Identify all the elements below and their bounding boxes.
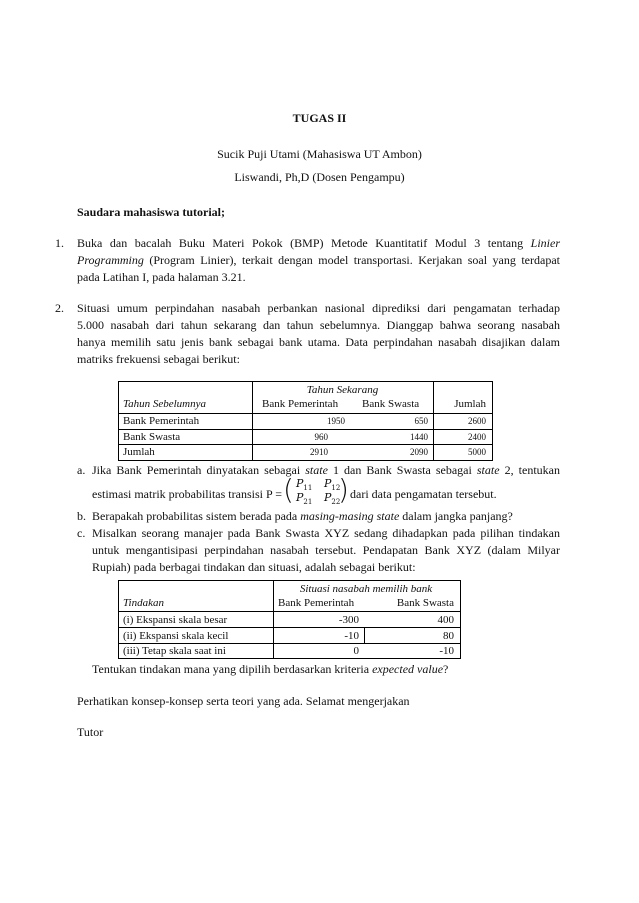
qc-text: ? — [443, 662, 449, 676]
table-cell: -10 — [344, 630, 359, 642]
q1-text: Buka dan bacalah Buku Materi Pokok (BMP) Metode Kuantitatif Modul 3 tentang — [77, 236, 531, 250]
table2-divider — [118, 643, 460, 644]
table1-divider — [118, 413, 492, 414]
matrix-right-paren: ) — [338, 473, 349, 506]
table-cell: 650 — [414, 416, 428, 426]
matrix-entry-p11 — [296, 477, 312, 492]
table2-divider — [118, 611, 460, 612]
q1-term: Linier — [530, 236, 560, 250]
question-1-line-1 — [77, 236, 560, 250]
table2-col-header: Bank Pemerintah — [278, 597, 355, 609]
table-cell: 400 — [437, 614, 454, 626]
question-2-number: 2. — [55, 301, 64, 315]
table2-col-header: Tindakan — [123, 597, 164, 609]
table-row-label: (ii) Ekspansi skala kecil — [123, 630, 229, 642]
qb-text: dalam jangka panjang? — [399, 509, 513, 523]
table-row-label: Bank Pemerintah — [123, 415, 200, 427]
question-1-line-3: pada Latihan I, pada halaman 3.21. — [77, 270, 246, 284]
table-row-label: (i) Ekspansi skala besar — [123, 614, 228, 626]
table-row-label: (iii) Tetap skala saat ini — [123, 645, 226, 657]
matrix-subscript: 11 — [303, 484, 313, 493]
subquestion-a-line-2a: estimasi matrik probabilitas transisi P = — [92, 487, 282, 501]
table1-col-header: Bank Swasta — [362, 398, 420, 410]
q1-term-2: Programming — [77, 253, 144, 267]
matrix-subscript: 12 — [331, 484, 341, 493]
signature: Tutor — [77, 725, 104, 739]
table-cell: 960 — [314, 432, 328, 442]
matrix-symbol: P — [324, 477, 332, 490]
greeting: Saudara mahasiswa tutorial; — [77, 205, 226, 219]
table-cell: 2600 — [468, 416, 486, 426]
qc-term: expected value — [372, 662, 444, 676]
subquestion-a-line-1 — [92, 463, 560, 477]
question-2-line-1: Situasi umum perpindahan nasabah perbankan nasional diprediksi dari pengamatan terhadap — [77, 301, 560, 315]
table-row-label: Jumlah — [123, 446, 155, 458]
qb-term: masing-masing state — [300, 509, 400, 523]
subquestion-b-label: b. — [77, 509, 86, 523]
qc-text: Tentukan tindakan mana yang dipilih berdasarkan kriteria — [92, 662, 373, 676]
table2-divider — [118, 627, 460, 628]
table-cell: -10 — [439, 645, 454, 657]
table-cell: 2400 — [468, 432, 486, 442]
qa-text: 2, tentukan — [499, 463, 560, 477]
author-line-1: Sucik Puji Utami (Mahasiswa UT Ambon) — [217, 147, 422, 161]
question-1-line-2 — [77, 253, 560, 267]
subquestion-c-line-3: Rupiah) pada berbagai tindakan dan situasi, adalah sebagai berikut: — [92, 560, 416, 574]
subquestion-b-text — [92, 509, 513, 523]
question-1-number: 1. — [55, 236, 64, 250]
table-cell: 2090 — [410, 447, 428, 457]
author-line-2: Liswandi, Ph,D (Dosen Pengampu) — [234, 170, 405, 184]
table-cell: 2910 — [310, 447, 328, 457]
matrix-entry-p22 — [324, 491, 340, 506]
qa-text: Jika Bank Pemerintah dinyatakan sebagai — [92, 463, 306, 477]
table-cell: 5000 — [468, 447, 486, 457]
table-cell: 80 — [443, 630, 454, 642]
table-cell: -300 — [338, 614, 359, 626]
table-cell: 0 — [353, 645, 359, 657]
table1-divider — [118, 429, 492, 430]
question-2-line-4: matriks frekuensi sebagai berikut: — [77, 352, 240, 366]
subquestion-a-line-2b: dari data pengamatan tersebut. — [350, 487, 497, 501]
qa-term: state — [476, 463, 500, 477]
matrix-symbol: P — [296, 477, 304, 490]
table1-group-header: Tahun Sekarang — [306, 384, 379, 396]
subquestion-c-line-2: untuk mengantisipasi perpindahan nasabah tersebut. Pendapatan Bank XYZ (dalam Milyar — [92, 543, 560, 557]
question-2-line-3: hanya memilih satu jenis bank sebagai bank utama. Data perpindahan nasabah disajikan dalam — [77, 335, 560, 349]
matrix-subscript: 22 — [331, 498, 341, 507]
table1-col-header: Tahun Sebelumnya — [123, 398, 207, 410]
question-2-line-2: 5.000 nasabah dari tahun sekarang dan tahun sebelumnya. Dianggap bahwa seorang nasabah — [77, 318, 560, 332]
table1-divider — [118, 444, 492, 445]
qb-text: Berapakah probabilitas sistem berada pada — [92, 509, 301, 523]
subquestion-c-label: c. — [77, 526, 86, 540]
subquestion-a-label: a. — [77, 463, 86, 477]
matrix-entry-p21 — [296, 491, 312, 506]
table2-col-header: Bank Swasta — [396, 597, 454, 609]
table-cell: 1440 — [410, 432, 428, 442]
table2-group-header: Situasi nasabah memilih bank — [299, 583, 433, 595]
matrix-entry-p12 — [324, 477, 340, 492]
qa-text: 1 dan Bank Swasta sebagai — [327, 463, 477, 477]
matrix-left-paren: ( — [283, 473, 294, 506]
closing-note: Perhatikan konsep-konsep serta teori yang ada. Selamat mengerjakan — [77, 694, 410, 708]
subquestion-c-instruction — [92, 662, 448, 676]
table-cell: 1950 — [327, 416, 345, 426]
table1-col-header: Jumlah — [454, 398, 486, 410]
page-title: TUGAS II — [292, 111, 347, 125]
subquestion-c-line-1: Misalkan seorang manajer pada Bank Swasta XYZ sedang dihadapkan pada pilihan tindakan — [92, 526, 560, 540]
matrix-symbol: P — [296, 491, 304, 504]
matrix-symbol: P — [324, 491, 332, 504]
qa-term: state — [305, 463, 328, 477]
matrix-subscript: 21 — [303, 498, 313, 507]
table-row-label: Bank Swasta — [123, 431, 181, 443]
table1-col-header: Bank Pemerintah — [262, 398, 339, 410]
q1-text-2: (Program Linier), terkait dengan model transportasi. Kerjakan soal yang terdapat — [143, 253, 560, 267]
